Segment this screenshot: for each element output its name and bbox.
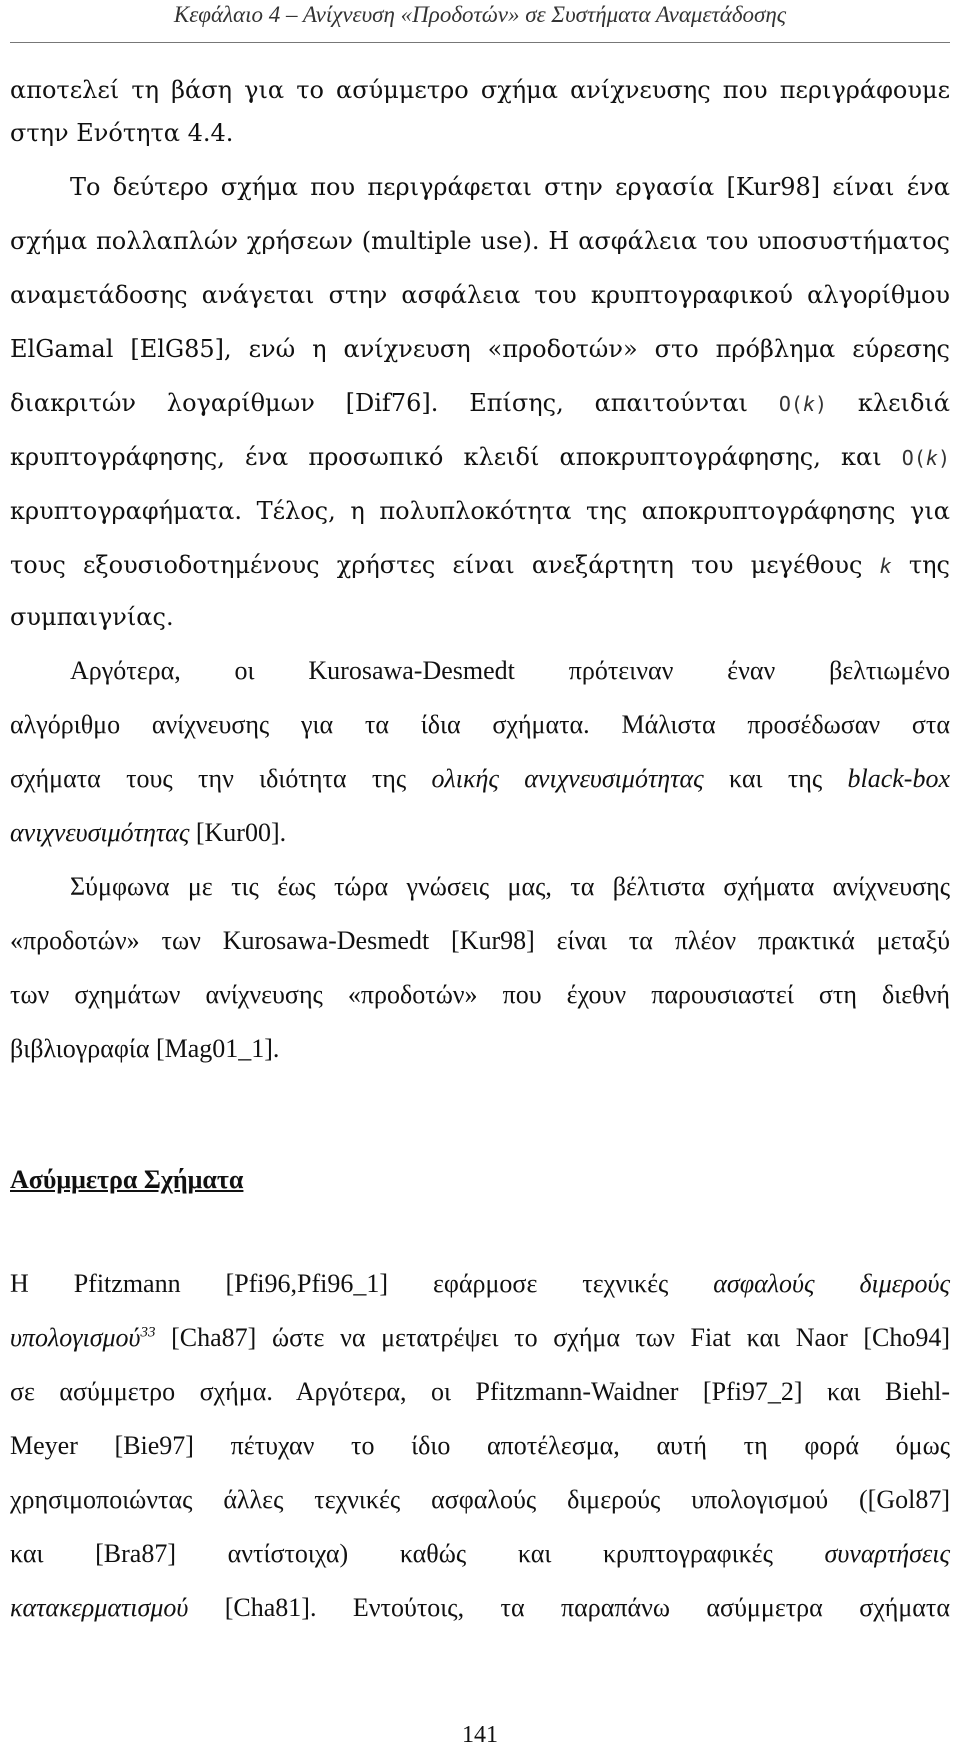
text-line: χρησιμοποιώντας άλλες τεχνικές ασφαλούς διμερούς υπολογισμού ([Gol87] bbox=[10, 1485, 950, 1514]
italic-term: συναρτήσεις bbox=[824, 1539, 951, 1568]
text-line: των σχημάτων ανίχνευσης «προδοτών» που έχουν παρουσιαστεί στη διεθνή bbox=[10, 980, 950, 1009]
text-line: συμπαιγνίας. bbox=[10, 603, 174, 631]
text-line bbox=[10, 1527, 950, 1581]
text-line bbox=[10, 752, 950, 806]
text-run: [Cha87] ώστε να μετατρέψει το σχήμα των Fiat και Naor [Cho94] bbox=[171, 1323, 951, 1352]
math-big-o: O(k) bbox=[901, 446, 950, 470]
footnote-marker: 33 bbox=[140, 1324, 156, 1341]
text-run: και [Bra87] αντίστοιχα) καθώς και κρυπτογραφικές bbox=[10, 1539, 773, 1568]
text-line bbox=[10, 430, 950, 484]
running-header: Κεφάλαιο 4 – Ανίχνευση «Προδοτών» σε Συστήματα Αναμετάδοσης bbox=[173, 2, 787, 27]
text-run: κρυπτογράφησης, ένα προσωπικό κλειδί αποκρυπτογράφησης, και bbox=[10, 443, 882, 471]
text-line bbox=[10, 1581, 950, 1635]
text-run: διακριτών λογαρίθμων [Dif76]. Επίσης, απαιτούνται bbox=[10, 389, 748, 417]
italic-term: ανιχνευσιμότητας bbox=[10, 818, 190, 847]
text-line bbox=[10, 538, 950, 592]
text-line: αλγόριθμο ανίχνευσης για τα ίδια σχήματα. Μάλιστα προσέδωσαν στα bbox=[10, 710, 950, 739]
italic-term: ασφαλούς διμερούς bbox=[713, 1269, 951, 1298]
italic-term: υπολογισμού$^{33}$ bbox=[10, 1323, 156, 1352]
text-line bbox=[10, 1257, 950, 1311]
text-run: και της bbox=[729, 764, 823, 793]
math-big-o: O(k) bbox=[778, 392, 828, 416]
text-run: τους εξουσιοδοτημένους χρήστες είναι ανεξάρτητη του μεγέθους bbox=[10, 551, 863, 579]
text-line bbox=[10, 376, 950, 430]
italic-term: ολικής ανιχνευσιμότητας bbox=[431, 764, 704, 793]
text-line: αποτελεί τη βάση για το ασύμμετρο σχήμα ανίχνευσης που περιγράφουμε bbox=[10, 76, 950, 104]
text-line bbox=[10, 806, 950, 860]
text-line bbox=[10, 1311, 950, 1365]
text-line: ElGamal [ElG85], ενώ η ανίχνευση «προδοτών» στο πρόβλημα εύρεσης bbox=[10, 335, 950, 363]
page-number: 141 bbox=[462, 1722, 498, 1748]
text-line: κρυπτογραφήματα. Τέλος, η πολυπλοκότητα της αποκρυπτογράφησης για bbox=[10, 497, 950, 525]
text-line: Το δεύτερο σχήμα που περιγράφεται στην εργασία [Kur98] είναι ένα bbox=[70, 173, 950, 201]
text-line: Meyer [Bie97] πέτυχαν το ίδιο αποτέλεσμα, αυτή τη φορά όμως bbox=[10, 1431, 950, 1460]
math-k: k bbox=[879, 554, 892, 578]
italic-term: κατακερματισμού bbox=[10, 1593, 189, 1622]
text-run: σχήματα τους την ιδιότητα της bbox=[10, 764, 407, 793]
text-line: σχήμα πολλαπλών χρήσεων (multiple use). Η ασφάλεια του υποσυστήματος bbox=[10, 227, 950, 255]
section-heading: Ασύμμετρα Σχήματα bbox=[10, 1165, 244, 1194]
text-line: σε ασύμμετρο σχήμα. Αργότερα, οι Pfitzmann-Waidner [Pfi97_2] και Biehl- bbox=[10, 1377, 950, 1406]
text-line: Σύμφωνα με τις έως τώρα γνώσεις μας, τα βέλτιστα σχήματα ανίχνευσης bbox=[70, 872, 950, 901]
text-line: αναμετάδοσης ανάγεται στην ασφάλεια του κρυπτογραφικού αλγορίθμου bbox=[10, 281, 950, 309]
text-run: Η Pfitzmann [Pfi96,Pfi96_1] εφάρμοσε τεχνικές bbox=[10, 1269, 669, 1298]
text-run: κλειδιά bbox=[857, 389, 951, 417]
header-rule bbox=[10, 42, 950, 43]
text-run: [Kur00]. bbox=[195, 818, 287, 847]
text-run: [Cha81]. Εντούτοις, τα παραπάνω ασύμμετρα σχήματα bbox=[224, 1593, 950, 1622]
italic-term: black-box bbox=[847, 764, 951, 793]
text-run: της bbox=[908, 551, 950, 579]
text-line: στην Ενότητα 4.4. bbox=[10, 119, 234, 147]
text-line: Αργότερα, οι Kurosawa-Desmedt πρότειναν έναν βελτιωμένο bbox=[70, 656, 950, 685]
text-line: βιβλιογραφία [Mag01_1]. bbox=[10, 1034, 280, 1063]
text-line: «προδοτών» των Kurosawa-Desmedt [Kur98] είναι τα πλέον πρακτικά μεταξύ bbox=[10, 926, 950, 955]
